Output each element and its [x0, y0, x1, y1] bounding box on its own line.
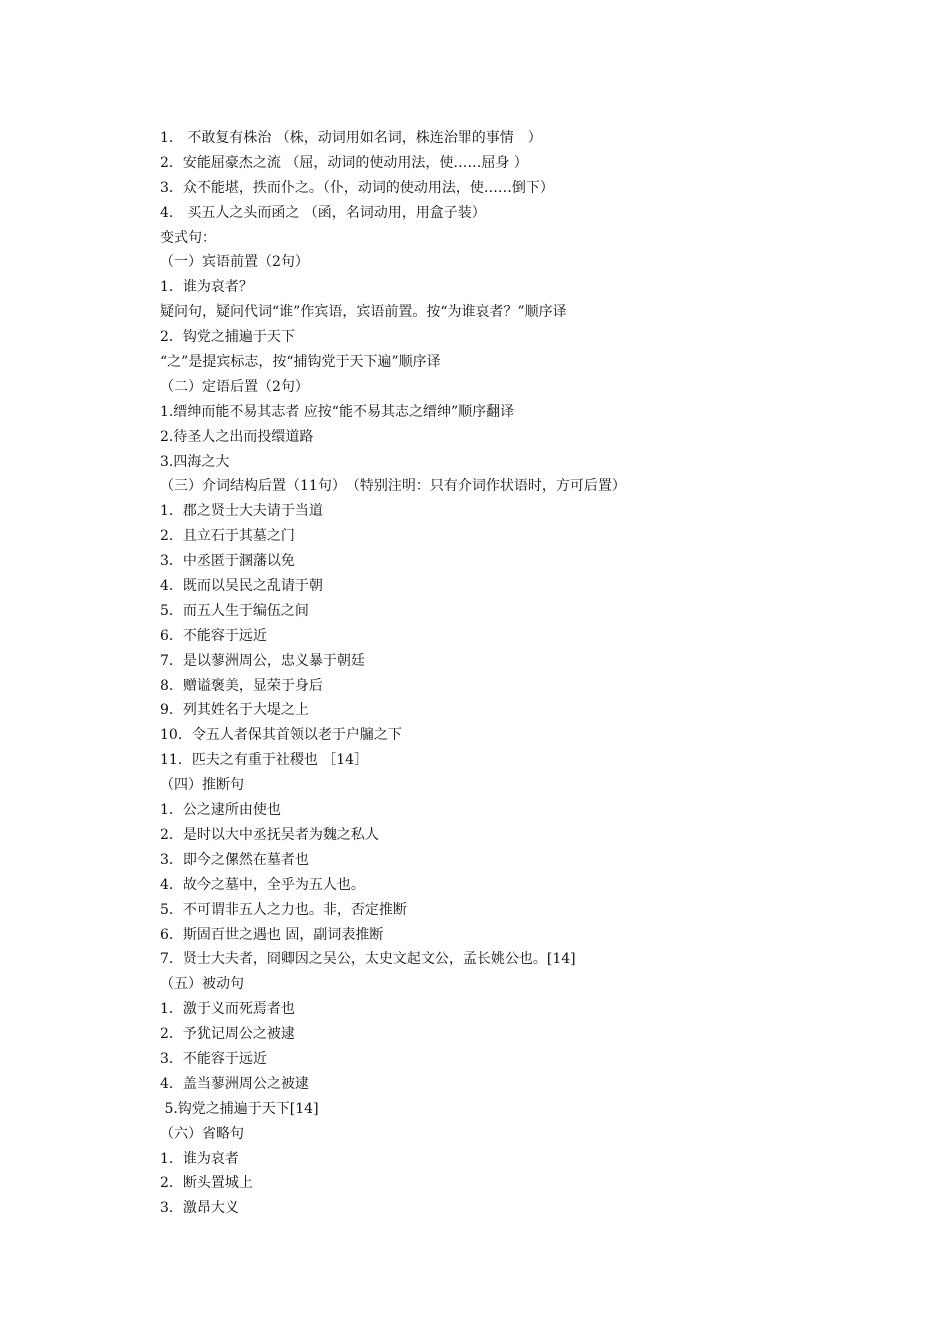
text-line: 1．公之逮所由使也 — [160, 802, 281, 819]
text-line: 1．郡之贤士大夫请于当道 — [160, 503, 323, 520]
subsection-heading: （一）宾语前置（2句） — [160, 254, 309, 271]
text-line: 2．予犹记周公之被逮 — [160, 1026, 295, 1043]
text-line: 疑问句，疑问代词“谁”作宾语，宾语前置。按“为谁哀者？”顺序译 — [160, 304, 567, 321]
text-line: 5.钩党之捕遍于天下[14] — [160, 1100, 319, 1117]
text-line: 6．不能容于远近 — [160, 627, 267, 644]
text-line: 4．故今之墓中，全乎为五人也。 — [160, 876, 365, 893]
text-line: 2．且立石于其墓之门 — [160, 528, 295, 545]
text-line: 7．是以蓼洲周公，忠义暴于朝廷 — [160, 652, 365, 669]
text-line: 11．匹夫之有重于社稷也 ［14］ — [160, 752, 369, 769]
text-line: 1. 不敢复有株治 （株，动词用如名词，株连治罪的事情 ） — [160, 130, 542, 146]
subsection-heading: （四）推断句 — [160, 777, 244, 794]
text-line: 10．令五人者保其首领以老于户牖之下 — [160, 727, 402, 744]
text-line: 2．是时以大中丞抚吴者为魏之私人 — [160, 826, 379, 843]
text-line: 1．激于义而死焉者也 — [160, 1001, 295, 1018]
text-line: 4．盖当蓼洲周公之被逮 — [160, 1075, 309, 1092]
document-body — [160, 126, 900, 1221]
text-line: 6．斯固百世之遇也 固，副词表推断 — [160, 926, 384, 943]
text-line: “之”是提宾标志，按“捕钩党于天下遍”顺序译 — [160, 354, 441, 371]
text-line: 4. 买五人之头而函之 （函，名词动用，用盒子装） — [160, 204, 486, 221]
text-line: 3.四海之大 — [160, 453, 230, 470]
text-line: 3．即今之傫然在墓者也 — [160, 851, 309, 868]
text-line: 2．安能屈豪杰之流 （屈，动词的使动用法，使……屈身 ） — [160, 154, 528, 171]
text-line: 4．既而以吴民之乱请于朝 — [160, 578, 323, 595]
text-line: 8．赠谥褒美，显荣于身后 — [160, 677, 323, 694]
section-heading: 变式句： — [160, 229, 216, 246]
text-line: 7．贤士大夫者，冏卿因之吴公，太史文起文公，孟长姚公也。[14] — [160, 951, 576, 968]
text-line: 2．断头置城上 — [160, 1175, 253, 1192]
text-line: 9．列其姓名于大堤之上 — [160, 702, 309, 719]
text-line: 2.待圣人之出而投缳道路 — [160, 428, 314, 445]
text-line: 5．不可谓非五人之力也。非，否定推断 — [160, 901, 407, 918]
text-line: 1.缙绅而能不易其志者 应按“能不易其志之缙绅”顺序翻译 — [160, 403, 515, 420]
subsection-heading: （五）被动句 — [160, 976, 244, 993]
text-line: 5．而五人生于编伍之间 — [160, 602, 309, 619]
subsection-heading: （六）省略句 — [160, 1125, 244, 1142]
text-line: 3．众不能堪，抶而仆之。（仆，动词的使动用法，使……倒下） — [160, 179, 554, 196]
subsection-heading: （三）介词结构后置（11句） （特别注明：只有介词作状语时，方可后置） — [160, 478, 626, 495]
text-line: 2．钩党之捕遍于天下 — [160, 329, 295, 346]
text-line: 3．激昂大义 — [160, 1200, 239, 1217]
text-line: 3．不能容于远近 — [160, 1050, 267, 1067]
text-line: 1．谁为哀者 — [160, 1150, 239, 1167]
text-line: 1．谁为哀者？ — [160, 279, 253, 296]
text-line: 3．中丞匿于溷藩以免 — [160, 553, 295, 570]
subsection-heading: （二）定语后置（2句） — [160, 378, 309, 395]
